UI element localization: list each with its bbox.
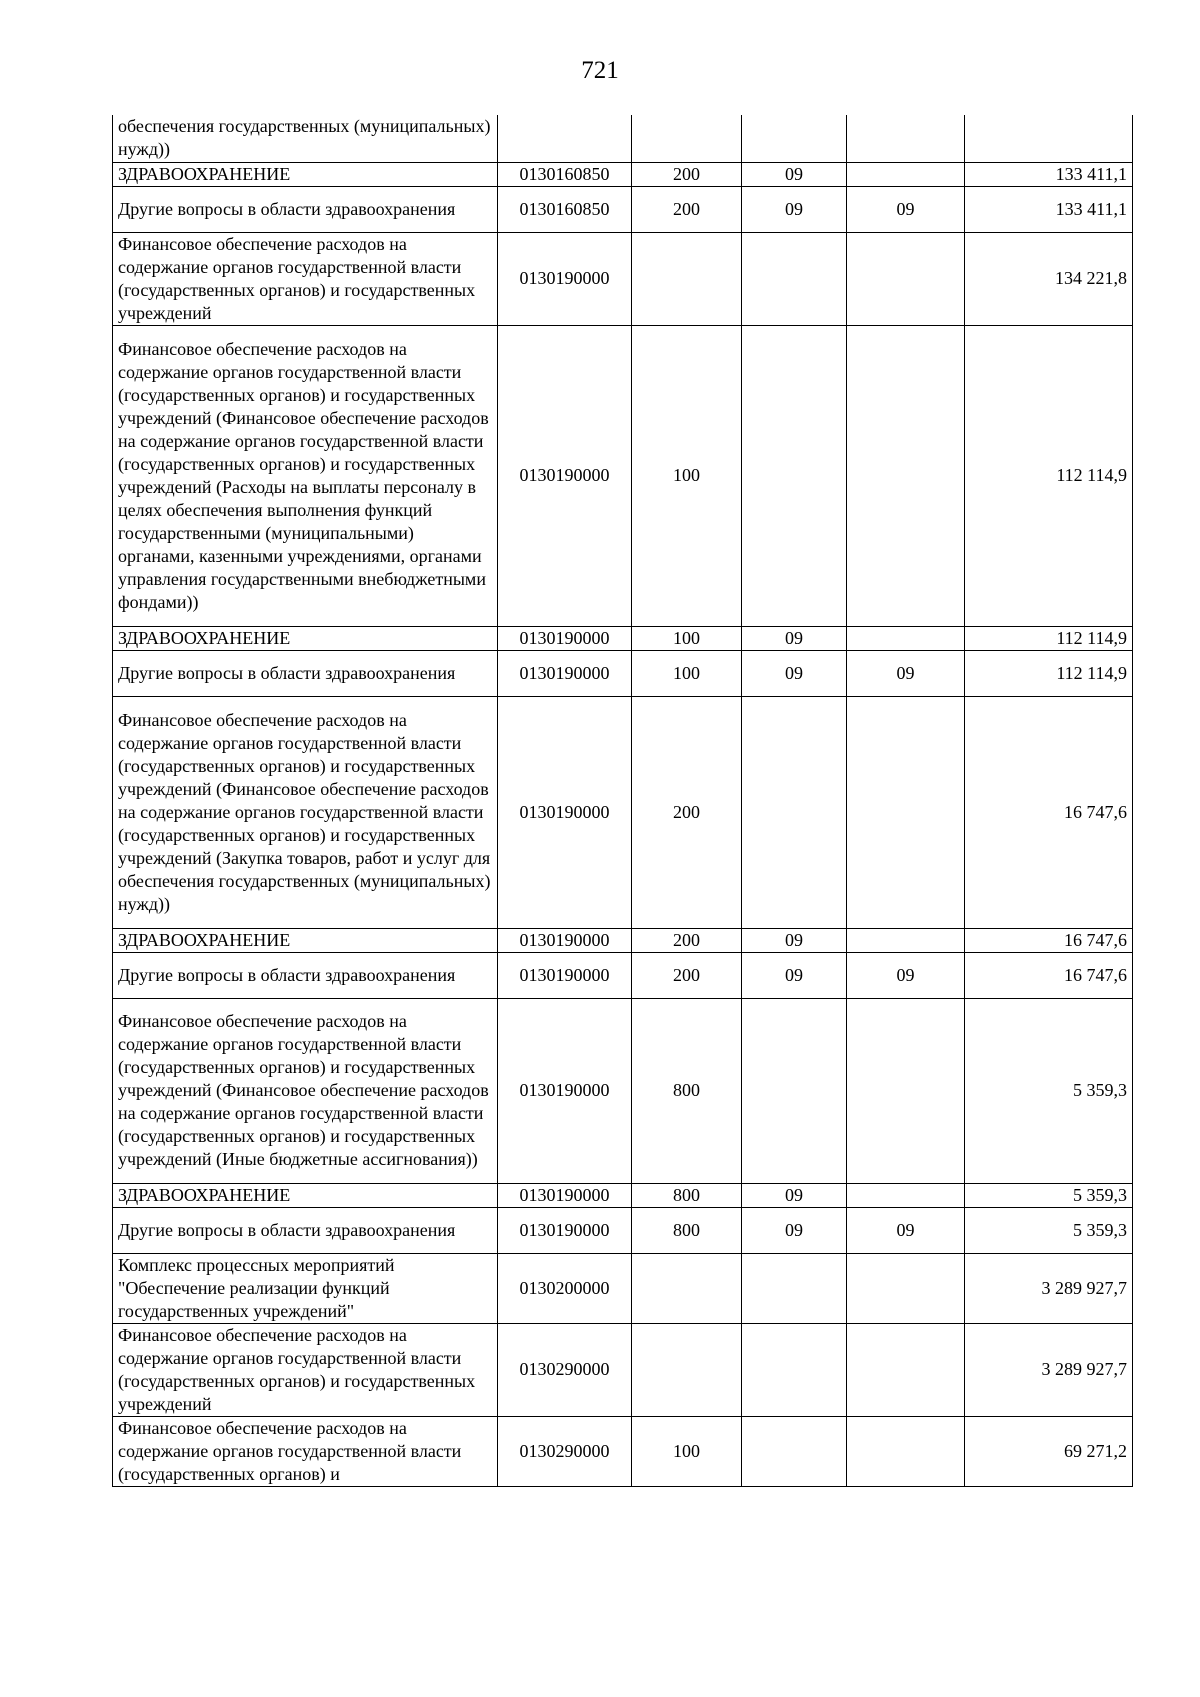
cell-section: 09 [742, 952, 847, 998]
cell-name: Финансовое обеспечение расходов на содержание органов государственной власти (государственных органов) и [113, 1416, 498, 1486]
table-row [113, 650, 1133, 696]
cell-name: Финансовое обеспечение расходов на содержание органов государственной власти (государственных органов) и государственных учреждений [113, 1323, 498, 1416]
table-row [113, 696, 1133, 928]
table-row [113, 952, 1133, 998]
cell-target-code: 0130190000 [498, 998, 632, 1183]
cell-section: 09 [742, 626, 847, 650]
cell-subsection: 09 [847, 186, 965, 232]
cell-subsection [847, 998, 965, 1183]
table-row [113, 1183, 1133, 1207]
cell-section: 09 [742, 928, 847, 952]
cell-expense-type: 200 [632, 186, 742, 232]
cell-target-code: 0130160850 [498, 186, 632, 232]
cell-amount: 5 359,3 [965, 1207, 1133, 1253]
cell-target-code: 0130290000 [498, 1416, 632, 1486]
cell-subsection: 09 [847, 650, 965, 696]
cell-section [742, 1416, 847, 1486]
cell-amount: 5 359,3 [965, 1183, 1133, 1207]
cell-target-code [498, 115, 632, 162]
cell-section [742, 696, 847, 928]
cell-amount: 16 747,6 [965, 928, 1133, 952]
budget-table-body [113, 115, 1133, 1486]
cell-subsection [847, 1253, 965, 1323]
cell-amount: 69 271,2 [965, 1416, 1133, 1486]
cell-target-code: 0130290000 [498, 1323, 632, 1416]
table-row [113, 186, 1133, 232]
cell-amount: 16 747,6 [965, 952, 1133, 998]
table-row [113, 1253, 1133, 1323]
cell-amount [965, 115, 1133, 162]
cell-section: 09 [742, 650, 847, 696]
cell-expense-type: 100 [632, 1416, 742, 1486]
cell-target-code: 0130190000 [498, 1207, 632, 1253]
page-number: 721 [581, 57, 619, 84]
cell-expense-type: 800 [632, 1207, 742, 1253]
cell-amount: 133 411,1 [965, 162, 1133, 186]
cell-section [742, 1323, 847, 1416]
cell-expense-type: 100 [632, 325, 742, 626]
cell-subsection: 09 [847, 952, 965, 998]
cell-subsection [847, 1183, 965, 1207]
cell-name: Другие вопросы в области здравоохранения [113, 650, 498, 696]
table-row [113, 325, 1133, 626]
cell-subsection [847, 325, 965, 626]
cell-name: Финансовое обеспечение расходов на содержание органов государственной власти (государственных органов) и государственных учреждений (Финансовое обеспечение расходов на содержание органов государственной власти (государственных органов) и государственных учреждений (Расходы на выплаты персоналу в целях обеспечения выполнения функций государственными (муниципальными) органами, казенными учреждениями, органами управления государственными внебюджетными фондами)) [113, 325, 498, 626]
cell-target-code: 0130160850 [498, 162, 632, 186]
cell-expense-type: 100 [632, 626, 742, 650]
cell-name: ЗДРАВООХРАНЕНИЕ [113, 1183, 498, 1207]
cell-target-code: 0130190000 [498, 952, 632, 998]
cell-section: 09 [742, 186, 847, 232]
cell-section [742, 325, 847, 626]
cell-name: Другие вопросы в области здравоохранения [113, 1207, 498, 1253]
cell-target-code: 0130190000 [498, 626, 632, 650]
cell-name: Другие вопросы в области здравоохранения [113, 952, 498, 998]
cell-amount: 112 114,9 [965, 325, 1133, 626]
table-row [113, 1323, 1133, 1416]
cell-amount: 5 359,3 [965, 998, 1133, 1183]
cell-name: ЗДРАВООХРАНЕНИЕ [113, 928, 498, 952]
cell-name: Другие вопросы в области здравоохранения [113, 186, 498, 232]
cell-expense-type: 200 [632, 952, 742, 998]
cell-expense-type [632, 1253, 742, 1323]
cell-name: ЗДРАВООХРАНЕНИЕ [113, 162, 498, 186]
cell-name: Финансовое обеспечение расходов на содержание органов государственной власти (государственных органов) и государственных учреждений [113, 232, 498, 325]
cell-amount: 134 221,8 [965, 232, 1133, 325]
cell-subsection [847, 162, 965, 186]
cell-section: 09 [742, 1183, 847, 1207]
cell-expense-type [632, 1323, 742, 1416]
table-row [113, 626, 1133, 650]
cell-subsection [847, 928, 965, 952]
cell-section [742, 1253, 847, 1323]
cell-expense-type [632, 115, 742, 162]
table-row [113, 998, 1133, 1183]
cell-section: 09 [742, 162, 847, 186]
cell-amount: 3 289 927,7 [965, 1253, 1133, 1323]
cell-amount: 16 747,6 [965, 696, 1133, 928]
cell-name: Финансовое обеспечение расходов на содержание органов государственной власти (государственных органов) и государственных учреждений (Финансовое обеспечение расходов на содержание органов государственной власти (государственных органов) и государственных учреждений (Иные бюджетные ассигнования)) [113, 998, 498, 1183]
cell-target-code: 0130190000 [498, 928, 632, 952]
cell-name: Финансовое обеспечение расходов на содержание органов государственной власти (государственных органов) и государственных учреждений (Финансовое обеспечение расходов на содержание органов государственной власти (государственных органов) и государственных учреждений (Закупка товаров, работ и услуг для обеспечения государственных (муниципальных) нужд)) [113, 696, 498, 928]
table-row [113, 1207, 1133, 1253]
cell-expense-type: 100 [632, 650, 742, 696]
cell-subsection: 09 [847, 1207, 965, 1253]
table-row [113, 1416, 1133, 1486]
cell-section [742, 998, 847, 1183]
cell-amount: 133 411,1 [965, 186, 1133, 232]
table-row [113, 115, 1133, 162]
table-row [113, 232, 1133, 325]
cell-target-code: 0130200000 [498, 1253, 632, 1323]
cell-name: Комплекс процессных мероприятий "Обеспечение реализации функций государственных учреждений" [113, 1253, 498, 1323]
cell-subsection [847, 1323, 965, 1416]
cell-subsection [847, 115, 965, 162]
cell-target-code: 0130190000 [498, 696, 632, 928]
cell-subsection [847, 626, 965, 650]
cell-subsection [847, 1416, 965, 1486]
cell-amount: 3 289 927,7 [965, 1323, 1133, 1416]
budget-table [112, 115, 1133, 1487]
table-row [113, 928, 1133, 952]
cell-target-code: 0130190000 [498, 232, 632, 325]
cell-subsection [847, 232, 965, 325]
cell-expense-type: 200 [632, 928, 742, 952]
cell-expense-type [632, 232, 742, 325]
cell-section [742, 232, 847, 325]
cell-target-code: 0130190000 [498, 1183, 632, 1207]
cell-expense-type: 800 [632, 998, 742, 1183]
cell-expense-type: 200 [632, 162, 742, 186]
cell-amount: 112 114,9 [965, 626, 1133, 650]
cell-amount: 112 114,9 [965, 650, 1133, 696]
cell-expense-type: 800 [632, 1183, 742, 1207]
cell-expense-type: 200 [632, 696, 742, 928]
table-row [113, 162, 1133, 186]
cell-target-code: 0130190000 [498, 325, 632, 626]
cell-section: 09 [742, 1207, 847, 1253]
cell-section [742, 115, 847, 162]
cell-subsection [847, 696, 965, 928]
cell-target-code: 0130190000 [498, 650, 632, 696]
cell-name: ЗДРАВООХРАНЕНИЕ [113, 626, 498, 650]
cell-name: обеспечения государственных (муниципальных) нужд)) [113, 115, 498, 162]
